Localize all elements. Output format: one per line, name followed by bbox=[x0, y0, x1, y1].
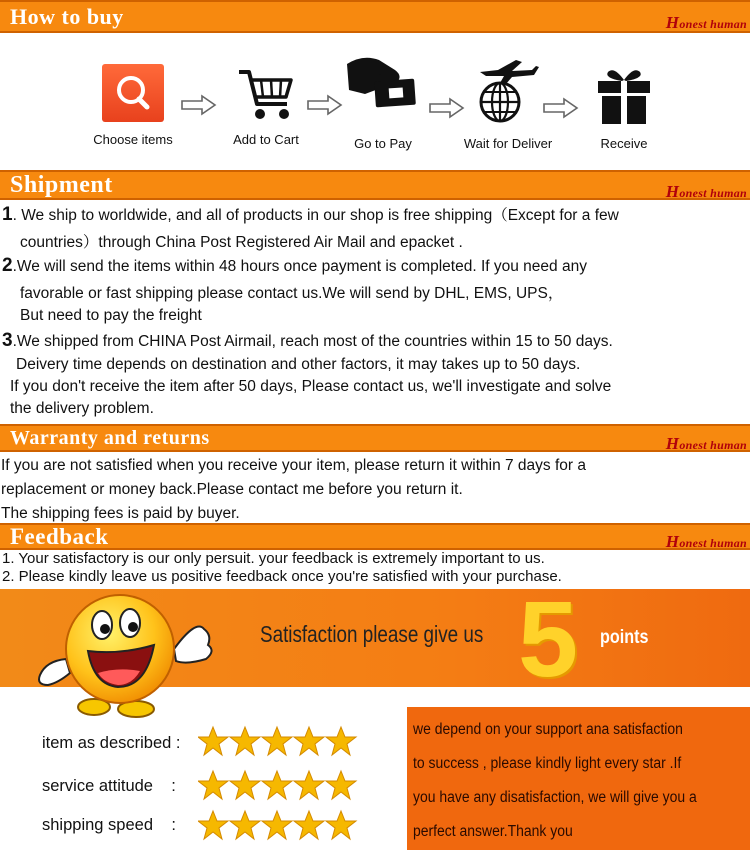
step-label: Go to Pay bbox=[354, 136, 412, 151]
rating-label-shipping-speed: shipping speed : bbox=[42, 816, 176, 834]
step-label: Choose items bbox=[93, 132, 173, 147]
warranty-title: Warranty and returns bbox=[10, 427, 210, 449]
gift-icon bbox=[596, 66, 652, 128]
five-number: 5 bbox=[518, 578, 579, 699]
how-to-buy-title: How to buy bbox=[10, 4, 124, 29]
star-icon bbox=[262, 811, 292, 839]
shipment-title: Shipment bbox=[10, 172, 113, 198]
star-rating-row[interactable] bbox=[198, 809, 358, 848]
warranty-text: If you are not satisfied when you receive your item, please return it within 7 days for a replacement or money back.Please contact me before you return it. The shipping fees is paid by buyer. bbox=[1, 457, 586, 522]
arrow-right-icon bbox=[180, 94, 218, 116]
star-icon bbox=[198, 771, 228, 799]
step-label: Add to Cart bbox=[233, 132, 299, 147]
feedback-header bbox=[0, 523, 750, 550]
star-icon bbox=[294, 727, 324, 755]
rating-label-service-attitude: service attitude : bbox=[42, 777, 176, 795]
purchase-steps bbox=[0, 62, 750, 162]
star-icon bbox=[230, 771, 260, 799]
brand-tag: Honest human bbox=[665, 182, 747, 201]
star-icon bbox=[326, 811, 356, 839]
shipment-item-2: 2.We will send the items within 48 hours once payment is completed. If you need any favorable or fast shipping please contact us.We will send by DHL, EMS, UPS， But need to pay the freight bbox=[2, 255, 587, 324]
step-label: Receive bbox=[600, 136, 648, 151]
feedback-title: Feedback bbox=[10, 524, 109, 549]
satisfaction-section bbox=[0, 578, 750, 868]
shipment-item-1: 1. We ship to worldwide, and all of products in our shop is free shipping（Except for a few countries）through China Post Registered Air Mail and epacket . bbox=[2, 204, 619, 251]
star-icon bbox=[294, 771, 324, 799]
star-icon bbox=[326, 771, 356, 799]
shipment-item-3: 3.We shipped from CHINA Post Airmail, reach most of the countries within 15 to 50 days. Deivery time depends on destination and other factors, it may takes up to 50 days. If you don't receive the item after 50 days, Please contact us, we'll investigate and solve the delivery problem. bbox=[2, 330, 613, 417]
brand-tag: Honest human bbox=[665, 532, 747, 551]
satisfaction-note: we depend on your support ana satisfaction to success , please kindly light every star .If you have any disatisfaction, we will give you a perfect answer.Thank you bbox=[407, 707, 750, 850]
star-icon bbox=[198, 727, 228, 755]
star-icon bbox=[262, 727, 292, 755]
card-payment-icon bbox=[345, 54, 421, 118]
arrow-right-icon bbox=[542, 97, 580, 119]
star-icon bbox=[230, 727, 260, 755]
warranty-header bbox=[0, 424, 750, 452]
star-icon bbox=[262, 771, 292, 799]
airplane-globe-icon bbox=[476, 58, 540, 124]
smiley-mascot-icon bbox=[36, 589, 226, 739]
brand-tag: Honest human bbox=[665, 434, 747, 453]
arrow-right-icon bbox=[428, 97, 466, 119]
star-icon bbox=[326, 727, 356, 755]
brand-tag: Honest human bbox=[665, 13, 747, 32]
satisfaction-text: Satisfaction please give us bbox=[260, 621, 484, 647]
star-icon bbox=[230, 811, 260, 839]
search-icon bbox=[100, 62, 166, 124]
arrow-right-icon bbox=[306, 94, 344, 116]
points-label: points bbox=[600, 627, 649, 648]
star-rating-row[interactable] bbox=[198, 769, 358, 808]
how-to-buy-header bbox=[0, 0, 750, 33]
cart-icon bbox=[233, 62, 299, 124]
star-icon bbox=[294, 811, 324, 839]
feedback-text: 1. Your satisfactory is our only persuit. your feedback is extremely important to us. 2. Please kindly leave us positive feedback once you're satisfied with your purchase. bbox=[2, 550, 562, 585]
star-rating-row[interactable] bbox=[198, 725, 358, 764]
rating-label-item-described: item as described : bbox=[42, 734, 181, 752]
shipment-header bbox=[0, 170, 750, 200]
step-label: Wait for Deliver bbox=[463, 136, 553, 151]
star-icon bbox=[198, 811, 228, 839]
